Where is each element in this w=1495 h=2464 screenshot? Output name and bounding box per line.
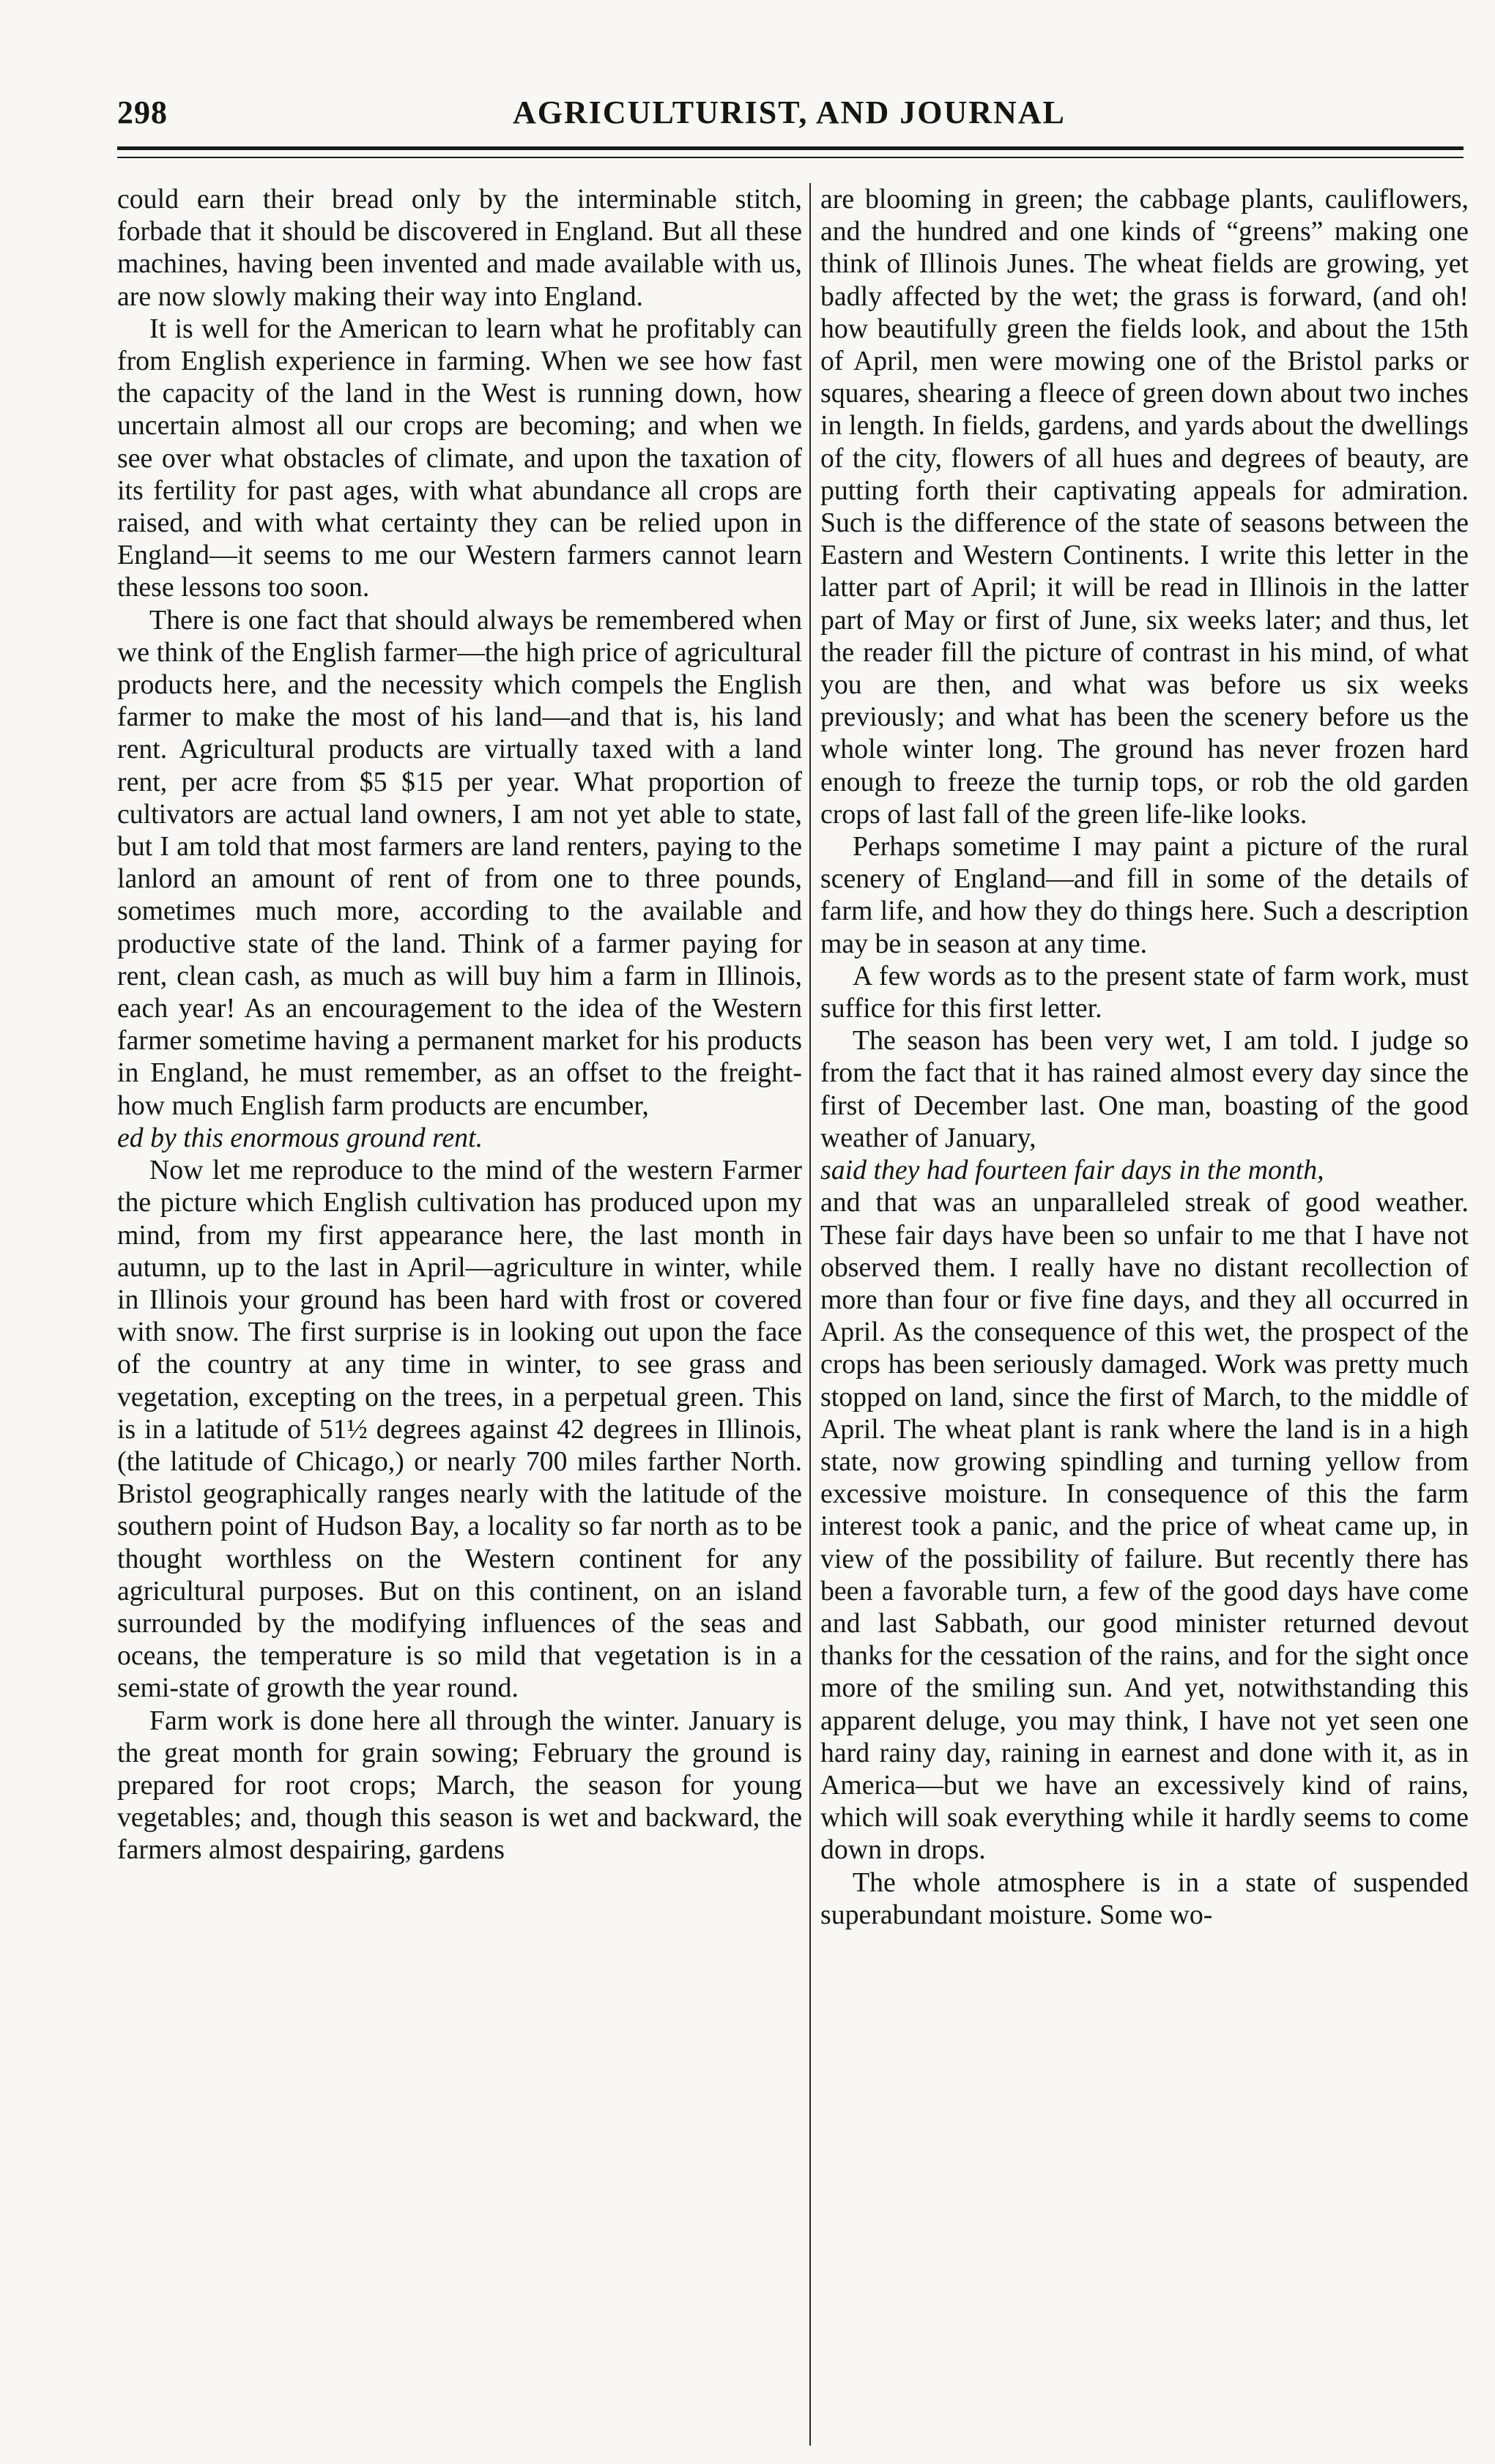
paragraph: are blooming in green; the cabbage plants, cauliflowers, and the hundred and one kinds of “greens” making one think of Illinois Junes. The wheat fields are growing, yet badly affected by the wet; the grass is forward, (and oh! how beautifully green the fields look, and about the 15th of April, men were mowing one of the Bristol parks or squares, shearing a fleece of green down about two inches in length. In fields, gardens, and yards about the dwellings of the city, flowers of all hues and degrees of beauty, are putting forth their captivating appeals for admiration. Such is the difference of the state of seasons between the Eastern and Western Continents. I write this letter in the latter part of April; it will be read in Illinois in the latter part of May or first of June, six weeks later; and thus, let the reader fill the picture of contrast in his mind, of what you are then, and what was before us six weeks previously; and what has been the scenery before us the whole winter long. The ground has never frozen hard enough to freeze the turnip tops, or rob the old garden crops of last fall of the green life-like looks. xyxy=(820,184,1469,830)
paragraph: Now let me reproduce to the mind of the western Farmer the picture which English cultivation has produced upon my mind, from my first appearance here, the last month in autumn, up to the last in April—agriculture in winter, while in Illinois your ground has been hard with frost or covered with snow. The first surprise is in looking out upon the face of the country at any time in winter, to see grass and vegetation, excepting on the trees, in a perpetual green. This is in a latitude of 51½ degrees against 42 degrees in Illinois, (the latitude of Chicago,) or nearly 700 miles farther North. Bristol geographically ranges nearly with the latitude of the southern point of Hudson Bay, a locality so far north as to be thought worthless on the Western continent for any agricultural purposes. But on this continent, on an island surrounded by the modifying influences of the seas and oceans, the temperature is so mild that vegetation is in a semi-state of growth the year round. xyxy=(117,1155,802,1704)
column-divider xyxy=(809,183,811,2446)
italic-line xyxy=(117,1122,802,1154)
italic-text: ed by this enormous ground rent. xyxy=(117,1122,483,1153)
paragraph: Perhaps sometime I may paint a picture of the rural scenery of England—and fill in some of the details of farm life, and how they do things here. Such a description may be in season at any time. xyxy=(820,831,1469,959)
left-column xyxy=(117,183,802,2446)
right-column xyxy=(820,183,1469,2446)
paragraph: The whole atmosphere is in a state of suspended superabundant moisture. Some wo- xyxy=(820,1866,1469,1930)
paragraph: and that was an unparalleled streak of good weather. These fair days have been so unfair to me that I have not observed them. I really have no distant recollection of more than four or five fine days, and they all occurred in April. As the consequence of this wet, the prospect of the crops has been seriously damaged. Work was pretty much stopped on land, since the first of March, to the middle of April. The wheat plant is rank where the land is in a high state, now growing spindling and turning yellow from excessive moisture. In consequence of this the farm interest took a panic, and the price of wheat came up, in view of the possibility of failure. But recently there has been a favorable turn, a few of the good days have come and last Sabbath, our good minister returned devout thanks for the cessation of the rains, and for the sight once more of the smiling sun. And yet, notwithstanding this apparent deluge, you may think, I have not yet seen one hard rainy day, raining in earnest and done with it, as in America—but we have an excessively kind of rains, which will soak everything while it hardly seems to come down in drops. xyxy=(820,1187,1469,1866)
paragraph: A few words as to the present state of farm work, must suffice for this first letter. xyxy=(820,960,1469,1024)
paragraph: It is well for the American to learn what he profitably can from English experience in farming. When we see how fast the capacity of the land in the West is running down, how uncertain almost all our crops are becoming; and when we see over what obstacles of climate, and upon the taxation of its fertility for past ages, with what abundance all crops are raised, and with what certainty they can be relied upon in England—it seems to me our Western farmers cannot learn these lessons too soon. xyxy=(117,313,802,603)
header-rule-thin xyxy=(117,157,1464,158)
paragraph: could earn their bread only by the interminable stitch, forbade that it should be discovered in England. But all these machines, having been invented and made available with us, are now slowly making their way into England. xyxy=(117,184,802,312)
running-title: AGRICULTURIST, AND JOURNAL xyxy=(513,94,1066,130)
italic-line xyxy=(820,1154,1469,1186)
paragraph: Farm work is done here all through the winter. January is the great month for grain sowing; February the ground is prepared for root crops; March, the season for young vegetables; and, though this season is wet and backward, the farmers almost despairing, gardens xyxy=(117,1705,802,1866)
paragraph: The season has been very wet, I am told. I judge so from the fact that it has rained almost every day since the first of December last. One man, boasting of the good weather of January, xyxy=(820,1025,1469,1153)
page-number: 298 xyxy=(117,94,168,130)
header-rule-thick xyxy=(117,146,1464,150)
paragraph: There is one fact that should always be remembered when we think of the English farmer—the high price of agricultural products here, and the necessity which compels the English farmer to make the most of his land—and that is, his land rent. Agricultural products are virtually taxed with a land rent, per acre from $5 $15 per year. What proportion of cultivators are actual land owners, I am not yet able to state, but I am told that most farmers are land renters, paying to the lanlord an amount of rent of from one to three pounds, sometimes much more, according to the available and productive state of the land. Think of a farmer paying for rent, clean cash, as much as will buy him a farm in Illinois, each year! As an encouragement to the idea of the Western farmer sometime having a permanent market for his products in England, he must remember, as an offset to the freight- how much English farm products are encumber, xyxy=(117,604,802,1121)
italic-text: said they had fourteen fair days in the month, xyxy=(820,1155,1324,1186)
